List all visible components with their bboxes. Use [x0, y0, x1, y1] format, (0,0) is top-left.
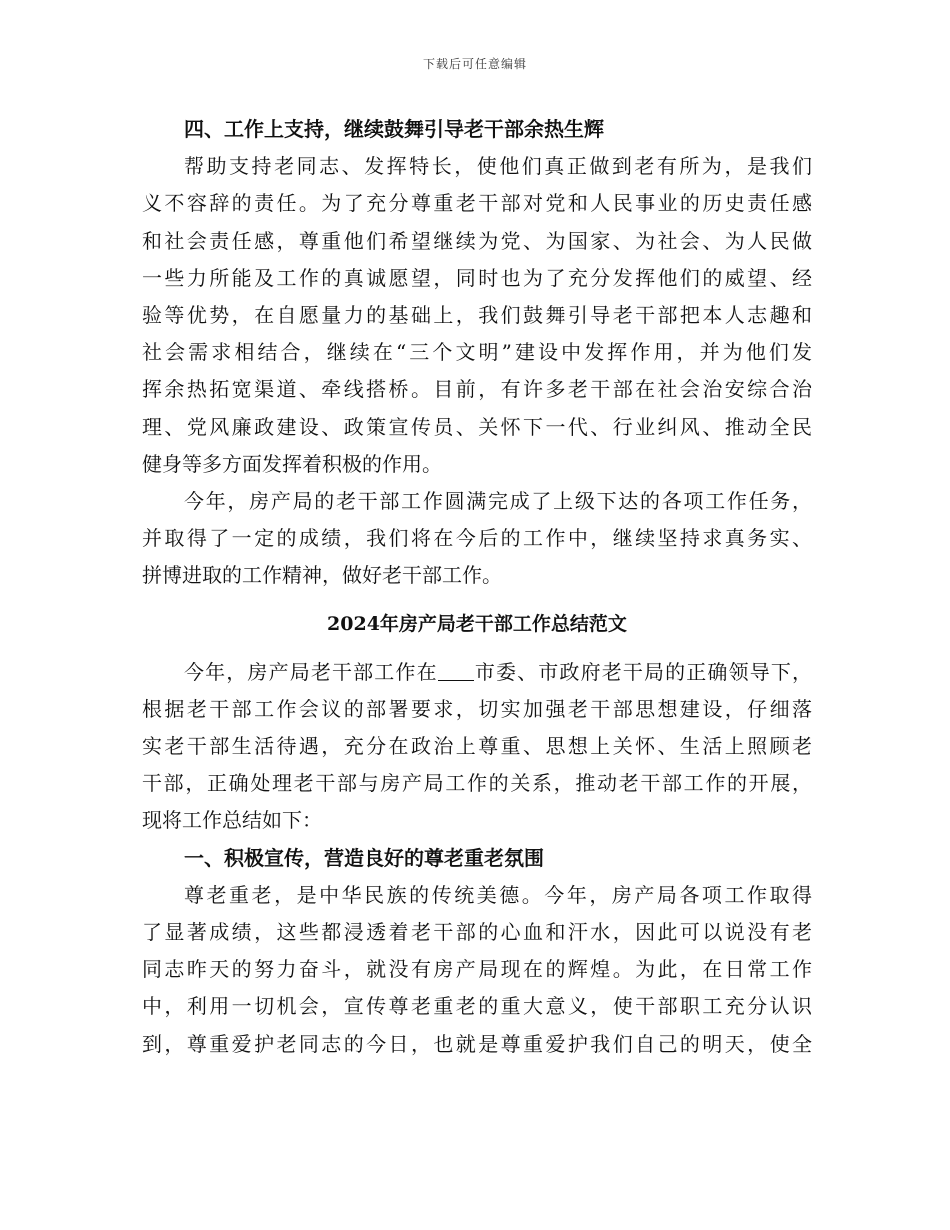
article-title: 2024年房产局老干部工作总结范文: [327, 613, 627, 636]
text-line: 中，利用一切机会，宣传尊老重老的重大意义，使干部职工充分认识: [142, 994, 812, 1019]
text-line: 帮助支持老同志、发挥特长，使他们真正做到老有所为，是我们: [184, 154, 812, 179]
text-line: 同志昨天的努力奋斗，就没有房产局现在的辉煌。为此，在日常工作: [142, 957, 812, 982]
text-line: 实老干部生活待遇，充分在政治上尊重、思想上关怀、生活上照顾老: [142, 734, 812, 758]
text-line: 验等优势，在自愿量力的基础上，我们鼓舞引导老干部把本人志趣和: [142, 302, 812, 327]
paragraph: [142, 654, 812, 840]
text-line: 现将工作总结如下：: [142, 808, 322, 833]
text-line: 一些力所能及工作的真诚愿望，同时也为了充分发挥他们的威望、经: [142, 265, 812, 290]
page-header: 下载后可任意编辑: [422, 57, 527, 71]
text-line: 并取得了一定的成绩，我们将在今后的工作中，继续坚持求真务实、: [142, 526, 812, 551]
paragraph: [142, 148, 812, 483]
text-line: 到，尊重爱护老同志的今日，也就是尊重爱护我们自己的明天，使全: [142, 1031, 812, 1056]
text-line: 义不容辞的责任。为了充分尊重老干部对党和人民事业的历史责任感: [142, 191, 812, 216]
paragraph: [142, 483, 812, 595]
section-heading: 一、积极宣传，营造良好的尊老重老氛围: [184, 845, 544, 870]
text-line: 根据老干部工作会议的部署要求，切实加强老干部思想建设，仔细落: [142, 696, 812, 721]
text-line: [142, 654, 812, 691]
blank-underline: [438, 662, 474, 681]
text-line: 尊老重老，是中华民族的传统美德。今年，房产局各项工作取得: [184, 882, 812, 907]
text-line: 了显著成绩，这些都浸透着老干部的心血和汗水，因此可以说没有老: [142, 919, 812, 944]
text-fragment: 今年，房产局老干部工作在: [184, 659, 438, 684]
text-fragment: 市委、市政府老干局的正确领导下，: [473, 659, 812, 684]
text-line: 社会需求相结合，继续在“三个文明”建设中发挥作用，并为他们发: [142, 340, 812, 365]
text-line: 和社会责任感，尊重他们希望继续为党、为国家、为社会、为人民做: [142, 228, 812, 253]
text-line: 干部，正确处理老干部与房产局工作的关系，推动老干部工作的开展，: [142, 771, 812, 796]
section-heading: 四、工作上支持，继续鼓舞引导老干部余热生辉: [184, 117, 604, 141]
text-line: 挥余热拓宽渠道、牵线搭桥。目前，有许多老干部在社会治安综合治: [142, 377, 812, 402]
text-line: 拼博进取的工作精神，做好老干部工作。: [142, 563, 502, 588]
text-line: 健身等多方面发挥着积极的作用。: [142, 451, 442, 476]
text-line: 今年，房产局的老干部工作圆满完成了上级下达的各项工作任务，: [184, 488, 812, 513]
text-line: 理、党风廉政建设、政策宣传员、关怀下一代、行业纠风、推动全民: [142, 414, 812, 439]
paragraph: [142, 877, 812, 1063]
document-body: [142, 111, 812, 1063]
